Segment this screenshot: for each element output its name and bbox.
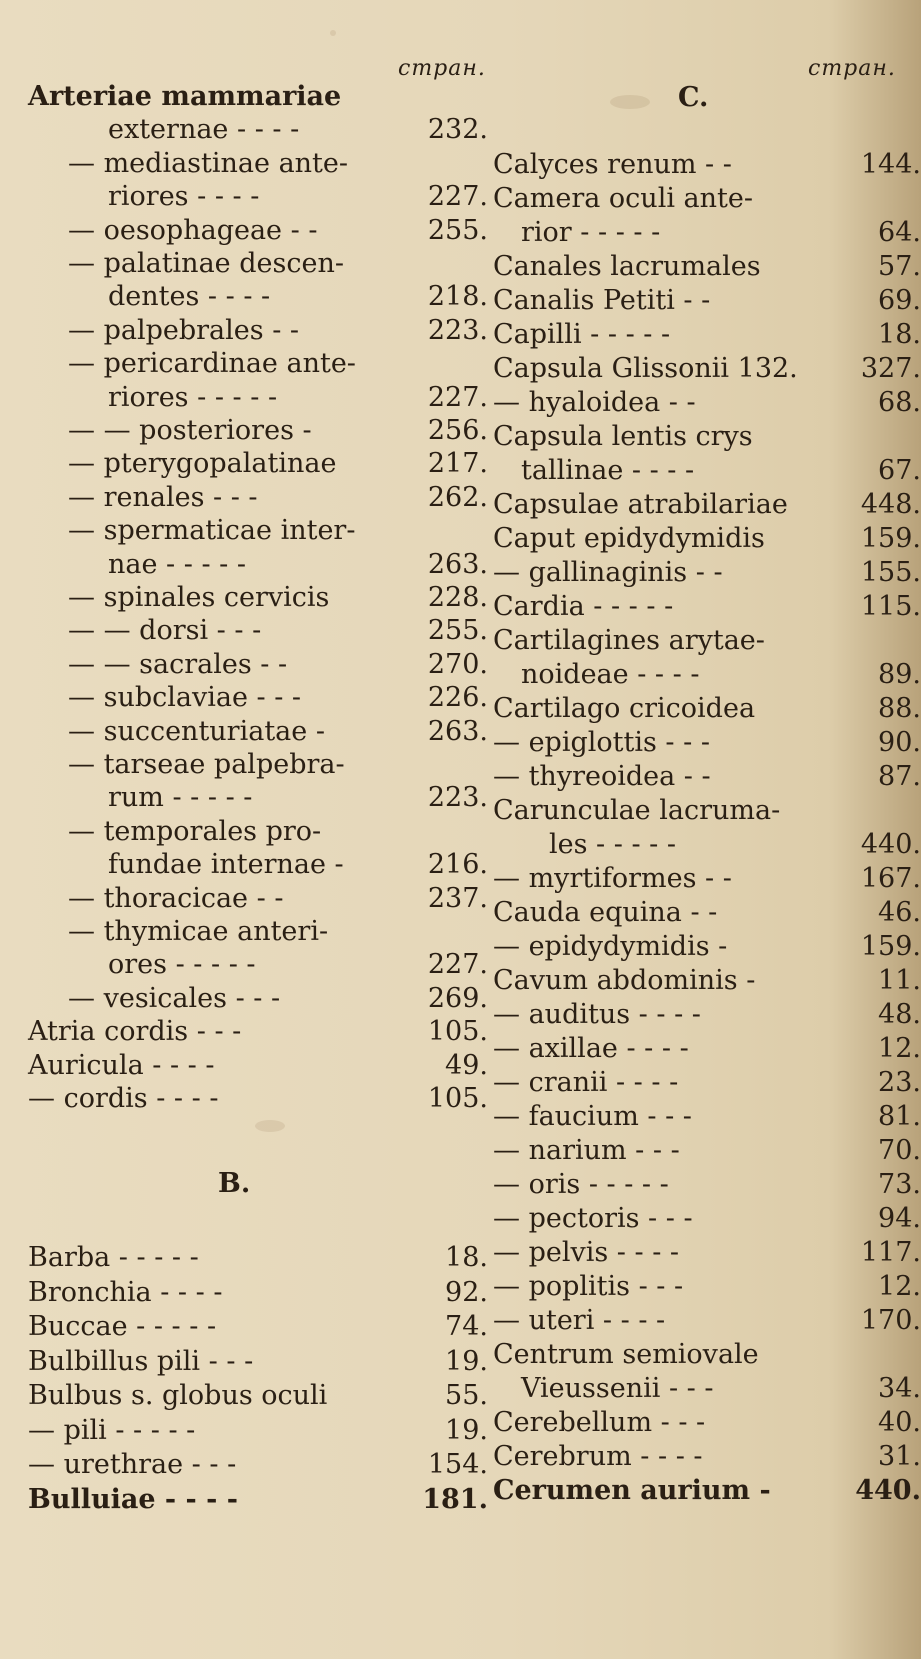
index-entry [493, 1304, 921, 1338]
index-entry [493, 182, 921, 216]
entry-term: Bulluiae - - - - [28, 1483, 238, 1515]
index-entry [493, 250, 921, 284]
entry-term: — hyaloidea - - [493, 387, 696, 418]
entry-page-number: 70. [878, 1135, 921, 1166]
entry-page-number: 255. [427, 214, 488, 246]
index-entry [28, 1379, 488, 1413]
entry-page-number: 105. [427, 1016, 488, 1048]
index-entry [493, 284, 921, 318]
entry-term: — — posteriores - [68, 415, 312, 446]
entry-term: — tarseae palpebra- [68, 749, 345, 780]
index-entry [28, 982, 488, 1016]
entry-page-number: 48. [878, 999, 921, 1030]
index-entry [28, 815, 488, 849]
index-entry [28, 748, 488, 782]
entry-term: — thoracicae - - [68, 882, 284, 914]
entry-term: — epidydymidis - [493, 931, 728, 962]
entry-page-number: 87. [878, 761, 921, 792]
index-entry [493, 1066, 921, 1100]
index-entry [28, 581, 488, 615]
entry-term: Cartilago cricoidea [493, 693, 756, 724]
entry-page-number: 89. [878, 659, 921, 690]
entry-page-number: 31. [878, 1441, 921, 1472]
entry-term: tallinae - - - - [521, 455, 695, 486]
entry-term: Carunculae lacruma- [493, 795, 781, 826]
index-entry [493, 862, 921, 896]
index-entry [493, 488, 921, 522]
section-heading-b: B. [218, 1168, 251, 1199]
index-entry [493, 794, 921, 828]
entry-page-number: 440. [860, 829, 921, 860]
index-entry [493, 1168, 921, 1202]
entry-term: — urethrae - - - [28, 1449, 237, 1480]
index-entry [493, 896, 921, 930]
entry-term: rum - - - - - [108, 782, 253, 814]
index-entry [28, 214, 488, 248]
index-entry [28, 548, 488, 582]
index-entry [28, 280, 488, 314]
index-entry [28, 715, 488, 749]
entry-page-number: 232. [427, 114, 488, 146]
index-entry [28, 781, 488, 815]
entry-page-number: 19. [445, 1345, 488, 1377]
entry-term: Atria cordis - - - [28, 1016, 242, 1048]
entry-term: Cauda equina - - [493, 897, 718, 928]
index-entry [28, 447, 488, 481]
entry-page-number: 217. [427, 448, 488, 480]
entry-term: Cerumen aurium - [493, 1475, 771, 1506]
index-entry [28, 882, 488, 916]
index-entry [493, 1202, 921, 1236]
entry-page-number: 92. [445, 1276, 488, 1308]
index-entry [28, 180, 488, 214]
entry-term: — vesicales - - - [68, 982, 281, 1014]
entry-page-number: 448. [860, 489, 921, 520]
entry-page-number: 227. [427, 181, 488, 213]
index-entry [493, 1372, 921, 1406]
entry-term: — renales - - - [68, 481, 258, 513]
entry-term: Canalis Petiti - - [493, 285, 711, 316]
entry-page-number: 55. [445, 1380, 488, 1411]
entry-term: — palpebrales - - [68, 314, 300, 346]
entry-term: — oesophageae - - [68, 214, 318, 246]
entry-term: Capsulae atrabilariae [493, 489, 788, 520]
index-entry [28, 915, 488, 949]
entry-term: Cardia - - - - - [493, 591, 674, 622]
entry-term: nae - - - - - [108, 548, 246, 580]
entry-page-number: 269. [427, 982, 488, 1014]
index-entry [493, 1100, 921, 1134]
index-entry [28, 381, 488, 415]
index-entry [493, 1440, 921, 1474]
entry-page-number: 262. [427, 481, 488, 513]
index-entry [28, 1049, 488, 1083]
index-entry [28, 1082, 488, 1116]
entry-page-number: 23. [878, 1067, 921, 1098]
index-entry [493, 352, 921, 386]
entry-page-number: 263. [427, 715, 488, 747]
index-entry [493, 1270, 921, 1304]
entry-term: — — sacrales - - [68, 648, 288, 680]
entry-term: — pectoris - - - [493, 1203, 693, 1234]
entry-page-number: 440. [855, 1475, 921, 1506]
index-entry [28, 113, 488, 147]
entry-page-number: 12. [878, 1033, 921, 1064]
index-entry [493, 216, 921, 250]
entry-term: — temporales pro- [68, 815, 322, 847]
entry-page-number: 40. [878, 1407, 921, 1438]
entry-page-number: 34. [878, 1373, 921, 1404]
entry-page-number: 73. [878, 1169, 921, 1200]
index-entry [493, 624, 921, 658]
index-entry [28, 1483, 488, 1517]
index-entry [493, 964, 921, 998]
entry-page-number: 49. [445, 1049, 488, 1081]
entry-term: — pelvis - - - - [493, 1237, 680, 1268]
entry-page-number: 46. [878, 897, 921, 928]
entry-page-number: 263. [427, 548, 488, 580]
entry-term: fundae internae - [108, 849, 344, 881]
index-entry [493, 692, 921, 726]
entry-term: Bronchia - - - - [28, 1276, 223, 1308]
entry-term: Camera oculi ante- [493, 183, 753, 214]
entry-term: — spermaticae inter- [68, 515, 356, 547]
entry-term: — palatinae descen- [68, 248, 344, 279]
entry-term: Cerebellum - - - [493, 1407, 706, 1438]
index-entry [28, 80, 488, 114]
entry-term: les - - - - - [549, 829, 676, 860]
entry-term: — mediastinae ante- [68, 147, 349, 179]
index-entry [28, 648, 488, 682]
index-entry [28, 1414, 488, 1448]
entry-page-number: 18. [878, 319, 921, 350]
index-entry [28, 147, 488, 181]
index-entry [28, 514, 488, 548]
index-entry [493, 1338, 921, 1372]
entry-term: — — dorsi - - - [68, 615, 262, 647]
index-entry [28, 681, 488, 715]
entry-term: — faucium - - - [493, 1101, 692, 1132]
index-entry [493, 828, 921, 862]
index-entry [493, 658, 921, 692]
entry-page-number: 115. [860, 591, 921, 622]
index-entry [493, 760, 921, 794]
entry-term: — succenturiatae - [68, 715, 325, 747]
entry-page-number: 19. [445, 1414, 488, 1446]
index-entry [493, 998, 921, 1032]
entry-term: — cranii - - - - [493, 1067, 679, 1098]
index-entry [28, 414, 488, 448]
entry-term: Bulbus s. globus oculi [28, 1380, 328, 1411]
index-entry [493, 522, 921, 556]
entry-page-number: 167. [860, 863, 921, 894]
index-entry [28, 247, 488, 281]
index-entry [28, 1276, 488, 1310]
index-entry [493, 148, 921, 182]
entry-page-number: 68. [878, 387, 921, 418]
entry-page-number: 18. [445, 1242, 488, 1273]
entry-page-number: 223. [427, 314, 488, 346]
entry-page-number: 327. [860, 353, 921, 384]
entry-term: Buccae - - - - - [28, 1311, 217, 1342]
entry-term: Calyces renum - - [493, 149, 732, 180]
entry-term: — pili - - - - - [28, 1414, 196, 1446]
entry-page-number: 69. [878, 285, 921, 316]
entry-term: externae - - - - [108, 114, 300, 146]
entry-term: — pterygopalatinae [68, 448, 337, 480]
page-header-label: стран. [808, 56, 896, 81]
entry-term: Arteriae mammariae [28, 81, 342, 112]
entry-term: dentes - - - - [108, 281, 271, 313]
page-header-label: стран. [398, 56, 486, 81]
entry-page-number: 227. [427, 381, 488, 413]
entry-page-number: 90. [878, 727, 921, 758]
entry-page-number: 81. [878, 1101, 921, 1132]
entry-page-number: 12. [878, 1271, 921, 1302]
entry-term: — oris - - - - - [493, 1169, 669, 1200]
index-entry [493, 1474, 921, 1508]
index-entry [493, 590, 921, 624]
index-entry [493, 386, 921, 420]
index-entry [493, 1134, 921, 1168]
entry-term: ores - - - - - [108, 949, 256, 981]
entry-term: — poplitis - - - [493, 1271, 684, 1302]
entry-page-number: 270. [427, 648, 488, 680]
entry-term: — narium - - - [493, 1135, 680, 1166]
entry-term: riores - - - - [108, 181, 260, 213]
index-entry [493, 454, 921, 488]
entry-page-number: 57. [878, 251, 921, 282]
entry-term: Auricula - - - - [28, 1049, 215, 1081]
index-entry [493, 318, 921, 352]
entry-term: — axillae - - - - [493, 1033, 689, 1064]
entry-term: — cordis - - - - [28, 1083, 219, 1114]
entry-term: Vieussenii - - - [521, 1373, 714, 1404]
entry-page-number: 255. [427, 615, 488, 647]
index-entry [28, 347, 488, 381]
entry-page-number: 67. [878, 455, 921, 486]
entry-term: Capsula Glissonii 132. [493, 353, 798, 384]
entry-term: Cartilagines arytae- [493, 625, 765, 656]
entry-page-number: 256. [427, 415, 488, 446]
entry-term: Capilli - - - - - [493, 319, 671, 350]
entry-page-number: 226. [427, 682, 488, 714]
entry-term: Barba - - - - - [28, 1242, 199, 1273]
entry-page-number: 154. [427, 1449, 488, 1480]
index-entry [493, 420, 921, 454]
entry-term: Capsula lentis crys [493, 421, 753, 452]
index-entry [28, 1345, 488, 1379]
entry-term: Caput epidydymidis [493, 523, 765, 554]
index-entry [493, 1236, 921, 1270]
entry-term: — auditus - - - - [493, 999, 701, 1030]
entry-term: noideae - - - - [521, 659, 700, 690]
index-entry [28, 614, 488, 648]
index-entry [493, 1032, 921, 1066]
entry-page-number: 88. [878, 693, 921, 724]
index-entry [28, 314, 488, 348]
index-entry [28, 948, 488, 982]
entry-page-number: 181. [422, 1483, 488, 1515]
index-entry [28, 481, 488, 515]
entry-term: — thymicae anteri- [68, 916, 329, 947]
entry-page-number: 155. [860, 557, 921, 588]
entry-term: Cerebrum - - - - [493, 1441, 703, 1472]
entry-term: rior - - - - - [521, 217, 661, 248]
entry-term: Centrum semiovale [493, 1339, 759, 1370]
entry-term: riores - - - - - [108, 381, 278, 413]
entry-page-number: 74. [445, 1311, 488, 1342]
entry-term: — myrtiformes - - [493, 863, 732, 894]
entry-page-number: 64. [878, 217, 921, 248]
index-entry [28, 1310, 488, 1344]
entry-page-number: 170. [860, 1305, 921, 1336]
index-entry [28, 1241, 488, 1275]
entry-term: — uteri - - - - [493, 1305, 666, 1336]
index-entry [28, 1448, 488, 1482]
entry-page-number: 228. [427, 582, 488, 613]
entry-page-number: 159. [860, 523, 921, 554]
entry-term: — epiglottis - - - [493, 727, 710, 758]
entry-page-number: 216. [427, 849, 488, 881]
entry-page-number: 105. [427, 1083, 488, 1114]
entry-page-number: 237. [427, 882, 488, 914]
entry-page-number: 223. [427, 782, 488, 814]
index-entry [493, 556, 921, 590]
entry-page-number: 94. [878, 1203, 921, 1234]
index-entry [28, 848, 488, 882]
entry-term: — pericardinae ante- [68, 348, 356, 380]
entry-term: — thyreoidea - - [493, 761, 711, 792]
index-entry [493, 930, 921, 964]
entry-term: Cavum abdominis - [493, 965, 756, 996]
index-entry [493, 1406, 921, 1440]
entry-page-number: 227. [427, 949, 488, 981]
entry-term: — subclaviae - - - [68, 682, 302, 714]
entry-term: — spinales cervicis [68, 582, 330, 613]
index-entry [28, 1015, 488, 1049]
entry-term: Bulbillus pili - - - [28, 1345, 254, 1377]
entry-page-number: 11. [878, 965, 921, 996]
section-heading-c: C. [678, 82, 709, 113]
entry-page-number: 117. [860, 1237, 921, 1268]
entry-term: Canales lacrumales [493, 251, 761, 282]
entry-page-number: 159. [860, 931, 921, 962]
index-entry [493, 726, 921, 760]
entry-page-number: 144. [860, 149, 921, 180]
entry-page-number: 218. [427, 281, 488, 313]
entry-term: — gallinaginis - - [493, 557, 723, 588]
